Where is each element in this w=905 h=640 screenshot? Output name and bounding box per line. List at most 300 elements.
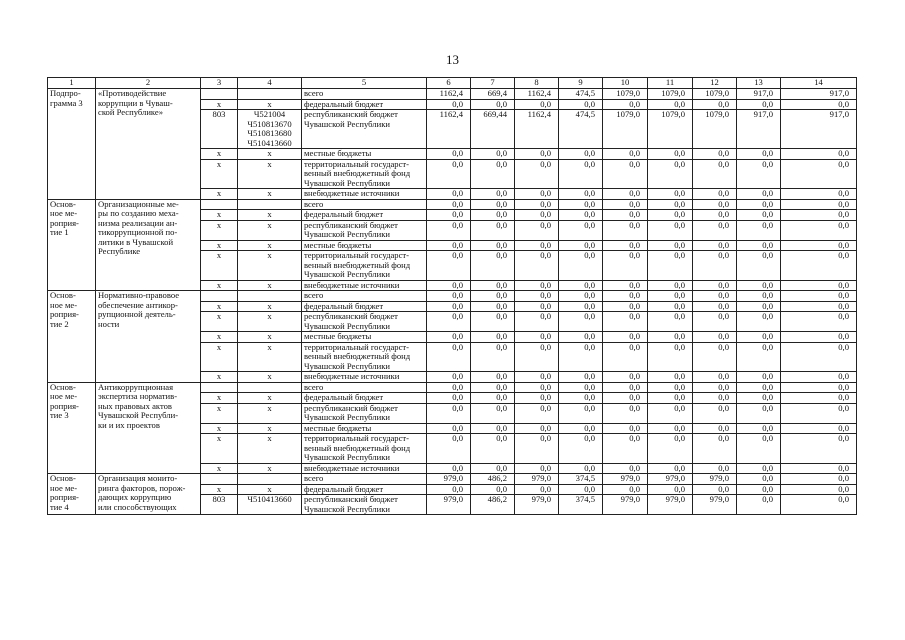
amount-cell-col-8: 0,0: [515, 240, 559, 251]
target-article-cell: [238, 495, 302, 515]
amount-cell-col-11: 0,0: [648, 463, 693, 474]
target-article-code: Ч510813680: [247, 128, 292, 138]
funding-source-cell: [302, 210, 427, 221]
target-article-code: x: [267, 148, 272, 158]
amount-cell-col-10: 0,0: [603, 484, 648, 495]
column-header-1: 1: [48, 78, 96, 89]
target-article-cell: [238, 220, 302, 240]
funding-source-cell: [302, 312, 427, 332]
measure-title-line: ринга факторов, порож-: [98, 482, 186, 493]
amount-cell-col-14: 0,0: [781, 484, 857, 495]
amount-cell-col-11: 0,0: [648, 312, 693, 332]
amount-cell-col-7: 0,0: [471, 372, 515, 383]
funding-source-cell: [302, 393, 427, 404]
amount-cell-col-12: 0,0: [693, 484, 737, 495]
amount-cell-col-11: 0,0: [648, 301, 693, 312]
funding-source-cell: [302, 434, 427, 464]
funding-source-line: внебюджетные источники: [304, 280, 400, 290]
amount-cell-col-10: 0,0: [603, 220, 648, 240]
amount-cell-col-11: 979,0: [648, 495, 693, 515]
target-article-cell: [238, 89, 302, 100]
amount-cell-col-13: 0,0: [737, 251, 781, 281]
amount-cell-col-7: 0,0: [471, 251, 515, 281]
amount-cell-col-6: 0,0: [427, 463, 471, 474]
funding-source-line: всего: [304, 88, 324, 98]
grbs-code-cell: x: [201, 301, 238, 312]
target-article-cell: [238, 149, 302, 160]
funding-source-cell: [302, 251, 427, 281]
measure-title-line: ности: [98, 318, 120, 329]
grbs-code-cell: x: [201, 342, 238, 372]
amount-cell-col-7: 0,0: [471, 403, 515, 423]
target-article-code: x: [267, 331, 272, 341]
funding-source-cell: [302, 291, 427, 302]
column-header-10: 10: [603, 78, 648, 89]
amount-cell-col-11: 0,0: [648, 423, 693, 434]
target-article-cell: [238, 474, 302, 485]
grbs-code-cell: [201, 382, 238, 393]
grbs-code-cell: x: [201, 220, 238, 240]
funding-source-cell: [302, 99, 427, 110]
target-article-code: x: [267, 371, 272, 381]
amount-cell-col-11: 1079,0: [648, 110, 693, 149]
amount-cell-col-8: 0,0: [515, 463, 559, 474]
amount-cell-col-8: 0,0: [515, 301, 559, 312]
funding-source-line: Чувашской Республики: [304, 118, 390, 129]
page-number: 13: [446, 52, 459, 67]
amount-cell-col-14: 0,0: [781, 423, 857, 434]
amount-cell-col-12: 0,0: [693, 463, 737, 474]
amount-cell-col-9: 374,5: [559, 474, 603, 485]
funding-source-line: всего: [304, 290, 324, 300]
amount-cell-col-13: 0,0: [737, 291, 781, 302]
amount-cell-col-14: 0,0: [781, 495, 857, 515]
measure-title-cell: [96, 474, 201, 515]
amount-cell-col-11: 0,0: [648, 199, 693, 210]
amount-cell-col-12: 0,0: [693, 210, 737, 221]
target-article-cell: [238, 403, 302, 423]
amount-cell-col-7: 0,0: [471, 220, 515, 240]
measure-title-line: ки и их проектов: [98, 419, 160, 430]
funding-source-cell: [302, 220, 427, 240]
funding-source-cell: [302, 89, 427, 100]
amount-cell-col-12: 0,0: [693, 301, 737, 312]
column-header-12: 12: [693, 78, 737, 89]
target-article-code: Ч521004: [253, 109, 286, 119]
grbs-code-cell: x: [201, 251, 238, 281]
amount-cell-col-13: 0,0: [737, 372, 781, 383]
amount-cell-col-6: 0,0: [427, 291, 471, 302]
grbs-code-cell: x: [201, 189, 238, 200]
target-article-cell: [238, 393, 302, 404]
column-header-14: 14: [781, 78, 857, 89]
funding-source-cell: [302, 149, 427, 160]
funding-source-line: республиканский бюджет: [304, 403, 398, 413]
amount-cell-col-12: 0,0: [693, 332, 737, 343]
amount-cell-col-7: 0,0: [471, 240, 515, 251]
amount-cell-col-13: 0,0: [737, 220, 781, 240]
target-article-cell: [238, 312, 302, 332]
amount-cell-col-8: 0,0: [515, 251, 559, 281]
column-header-11: 11: [648, 78, 693, 89]
amount-cell-col-14: 0,0: [781, 434, 857, 464]
amount-cell-col-14: 0,0: [781, 342, 857, 372]
amount-cell-col-10: 0,0: [603, 280, 648, 291]
target-article-cell: [238, 110, 302, 149]
amount-cell-col-7: 0,0: [471, 434, 515, 464]
funding-source-line: федеральный бюджет: [304, 99, 384, 109]
amount-cell-col-11: 0,0: [648, 382, 693, 393]
funding-source-line: всего: [304, 473, 324, 483]
amount-cell-col-10: 0,0: [603, 393, 648, 404]
amount-cell-col-6: 0,0: [427, 434, 471, 464]
funding-source-line: федеральный бюджет: [304, 392, 384, 402]
amount-cell-col-10: 0,0: [603, 382, 648, 393]
amount-cell-col-9: 474,5: [559, 110, 603, 149]
column-header-9: 9: [559, 78, 603, 89]
amount-cell-col-10: 0,0: [603, 291, 648, 302]
amount-cell-col-6: 0,0: [427, 149, 471, 160]
funding-source-line: венный внебюджетный фонд: [304, 351, 411, 361]
table-row: [48, 89, 857, 100]
amount-cell-col-7: 0,0: [471, 382, 515, 393]
amount-cell-col-7: 486,2: [471, 474, 515, 485]
amount-cell-col-7: 0,0: [471, 301, 515, 312]
amount-cell-col-14: 0,0: [781, 312, 857, 332]
amount-cell-col-10: 0,0: [603, 423, 648, 434]
measure-name-line: Основ-: [50, 199, 76, 209]
measure-name-cell: [48, 291, 96, 383]
amount-cell-col-14: 0,0: [781, 393, 857, 404]
target-article-cell: [238, 332, 302, 343]
amount-cell-col-14: 0,0: [781, 199, 857, 210]
grbs-code-cell: x: [201, 280, 238, 291]
measure-name-line: ное ме-: [50, 391, 78, 401]
funding-source-line: Чувашской Республики: [304, 412, 390, 422]
measure-title-line: обеспечение антикор-: [98, 299, 178, 310]
measure-name-line: грамма 3: [50, 97, 83, 108]
amount-cell-col-9: 0,0: [559, 403, 603, 423]
amount-cell-col-12: 979,0: [693, 474, 737, 485]
amount-cell-col-13: 0,0: [737, 149, 781, 160]
funding-source-cell: [302, 342, 427, 372]
funding-source-line: венный внебюджетный фонд: [304, 259, 411, 270]
funding-source-line: Чувашской Республики: [304, 360, 390, 371]
amount-cell-col-8: 0,0: [515, 291, 559, 302]
funding-source-line: территориальный государст-: [304, 342, 410, 352]
measure-title-cell: [96, 89, 201, 200]
amount-cell-col-8: 0,0: [515, 393, 559, 404]
table-row: [48, 291, 857, 302]
amount-cell-col-8: 0,0: [515, 210, 559, 221]
amount-cell-col-12: 0,0: [693, 403, 737, 423]
amount-cell-col-7: 0,0: [471, 312, 515, 332]
table-row: [48, 474, 857, 485]
amount-cell-col-6: 0,0: [427, 312, 471, 332]
amount-cell-col-6: 0,0: [427, 210, 471, 221]
target-article-code: x: [267, 433, 272, 443]
measure-name-line: тие 4: [50, 501, 69, 512]
target-article-code: Ч510413660: [247, 494, 292, 504]
amount-cell-col-13: 0,0: [737, 301, 781, 312]
target-article-code: Ч510813670: [247, 118, 292, 129]
funding-source-line: венный внебюджетный фонд: [304, 442, 411, 453]
budget-table: [47, 77, 857, 515]
amount-cell-col-9: 0,0: [559, 220, 603, 240]
amount-cell-col-7: 0,0: [471, 99, 515, 110]
amount-cell-col-12: 0,0: [693, 240, 737, 251]
measure-name-line: ное ме-: [50, 482, 78, 493]
measure-name-line: роприя-: [50, 217, 79, 228]
target-article-code: x: [267, 311, 272, 321]
amount-cell-col-10: 979,0: [603, 474, 648, 485]
amount-cell-col-9: 0,0: [559, 434, 603, 464]
amount-cell-col-6: 0,0: [427, 301, 471, 312]
amount-cell-col-9: 0,0: [559, 199, 603, 210]
amount-cell-col-12: 0,0: [693, 199, 737, 210]
column-header-5: 5: [302, 78, 427, 89]
target-article-code: x: [267, 484, 272, 494]
grbs-code-cell: [201, 291, 238, 302]
measure-title-line: экспертиза норматив-: [98, 391, 178, 401]
amount-cell-col-11: 0,0: [648, 149, 693, 160]
column-header-6: 6: [427, 78, 471, 89]
funding-source-line: местные бюджеты: [304, 423, 372, 433]
funding-source-line: внебюджетные источники: [304, 463, 400, 473]
grbs-code-cell: x: [201, 149, 238, 160]
target-article-code: x: [267, 240, 272, 250]
amount-cell-col-14: 0,0: [781, 403, 857, 423]
target-article-cell: [238, 240, 302, 251]
amount-cell-col-10: 0,0: [603, 372, 648, 383]
amount-cell-col-10: 0,0: [603, 434, 648, 464]
budget-table-body: [48, 78, 857, 515]
amount-cell-col-7: 0,0: [471, 484, 515, 495]
measure-name-line: ное ме-: [50, 208, 78, 218]
amount-cell-col-7: 0,0: [471, 210, 515, 221]
amount-cell-col-8: 0,0: [515, 159, 559, 189]
funding-source-line: республиканский бюджет: [304, 311, 398, 321]
measure-title-line: ской Республике»: [98, 107, 164, 117]
funding-source-line: Чувашской Республики: [304, 269, 390, 279]
amount-cell-col-12: 1079,0: [693, 89, 737, 100]
amount-cell-col-13: 0,0: [737, 199, 781, 210]
measure-title-line: рупционной деятель-: [98, 309, 176, 319]
funding-source-cell: [302, 189, 427, 200]
amount-cell-col-12: 0,0: [693, 382, 737, 393]
amount-cell-col-12: 0,0: [693, 220, 737, 240]
funding-source-cell: [302, 495, 427, 515]
amount-cell-col-8: 0,0: [515, 332, 559, 343]
amount-cell-col-7: 0,0: [471, 199, 515, 210]
funding-source-line: местные бюджеты: [304, 240, 372, 250]
funding-source-line: Чувашской Республики: [304, 320, 390, 331]
grbs-code-cell: [201, 89, 238, 100]
target-article-code: Ч510413660: [247, 137, 292, 148]
amount-cell-col-8: 0,0: [515, 280, 559, 291]
funding-source-line: местные бюджеты: [304, 148, 372, 158]
target-article-code: x: [267, 188, 272, 198]
amount-cell-col-13: 0,0: [737, 99, 781, 110]
grbs-code-cell: [201, 199, 238, 210]
funding-source-cell: [302, 240, 427, 251]
amount-cell-col-9: 0,0: [559, 99, 603, 110]
amount-cell-col-8: 979,0: [515, 495, 559, 515]
funding-source-line: Чувашской Республики: [304, 503, 390, 514]
measure-title-line: дающих коррупцию: [98, 492, 172, 502]
amount-cell-col-12: 0,0: [693, 393, 737, 404]
amount-cell-col-12: 0,0: [693, 280, 737, 291]
amount-cell-col-9: 0,0: [559, 393, 603, 404]
target-article-cell: [238, 280, 302, 291]
funding-source-line: территориальный государст-: [304, 433, 410, 443]
measure-name-line: Основ-: [50, 290, 76, 300]
grbs-code-cell: x: [201, 393, 238, 404]
funding-source-cell: [302, 423, 427, 434]
amount-cell-col-7: 0,0: [471, 332, 515, 343]
amount-cell-col-8: 0,0: [515, 199, 559, 210]
amount-cell-col-9: 0,0: [559, 210, 603, 221]
amount-cell-col-12: 0,0: [693, 251, 737, 281]
amount-cell-col-13: 0,0: [737, 403, 781, 423]
target-article-code: x: [267, 159, 272, 169]
measure-title-cell: [96, 291, 201, 383]
funding-source-cell: [302, 301, 427, 312]
grbs-code-cell: 803: [201, 110, 238, 149]
amount-cell-col-9: 0,0: [559, 240, 603, 251]
amount-cell-col-6: 0,0: [427, 393, 471, 404]
measure-name-line: роприя-: [50, 492, 79, 502]
target-article-cell: [238, 251, 302, 281]
measure-title-line: Республике: [98, 246, 141, 256]
amount-cell-col-7: 0,0: [471, 280, 515, 291]
amount-cell-col-8: 1162,4: [515, 110, 559, 149]
funding-source-line: внебюджетные источники: [304, 188, 400, 198]
amount-cell-col-8: 0,0: [515, 99, 559, 110]
amount-cell-col-13: 0,0: [737, 423, 781, 434]
amount-cell-col-7: 0,0: [471, 159, 515, 189]
amount-cell-col-11: 0,0: [648, 403, 693, 423]
amount-cell-col-6: 0,0: [427, 382, 471, 393]
grbs-code-cell: x: [201, 159, 238, 189]
grbs-code-cell: x: [201, 312, 238, 332]
amount-cell-col-12: 0,0: [693, 312, 737, 332]
measure-title-line: Чувашской Республи-: [98, 410, 179, 420]
amount-cell-col-14: 917,0: [781, 110, 857, 149]
amount-cell-col-7: 0,0: [471, 149, 515, 160]
amount-cell-col-10: 0,0: [603, 312, 648, 332]
amount-cell-col-11: 0,0: [648, 251, 693, 281]
amount-cell-col-7: 486,2: [471, 495, 515, 515]
amount-cell-col-11: 0,0: [648, 291, 693, 302]
target-article-cell: [238, 434, 302, 464]
funding-source-cell: [302, 159, 427, 189]
funding-source-line: Чувашской Республики: [304, 452, 390, 462]
target-article-code: x: [267, 220, 272, 230]
target-article-cell: [238, 463, 302, 474]
measure-title-line: ры по созданию меха-: [98, 208, 179, 218]
target-article-cell: [238, 210, 302, 221]
amount-cell-col-10: 0,0: [603, 210, 648, 221]
column-header-row: [48, 78, 857, 89]
measure-name-line: ное ме-: [50, 299, 78, 310]
amount-cell-col-12: 0,0: [693, 372, 737, 383]
amount-cell-col-6: 0,0: [427, 199, 471, 210]
amount-cell-col-14: 0,0: [781, 332, 857, 343]
amount-cell-col-8: 0,0: [515, 342, 559, 372]
funding-source-cell: [302, 110, 427, 149]
measure-title-line: «Противодействие: [98, 88, 167, 98]
target-article-cell: [238, 342, 302, 372]
amount-cell-col-6: 979,0: [427, 495, 471, 515]
measure-name-line: тие 3: [50, 410, 69, 420]
target-article-cell: [238, 301, 302, 312]
amount-cell-col-8: 0,0: [515, 220, 559, 240]
amount-cell-col-12: 0,0: [693, 149, 737, 160]
grbs-code-cell: x: [201, 484, 238, 495]
amount-cell-col-11: 979,0: [648, 474, 693, 485]
amount-cell-col-13: 917,0: [737, 110, 781, 149]
amount-cell-col-7: 0,0: [471, 342, 515, 372]
target-article-cell: [238, 199, 302, 210]
amount-cell-col-11: 0,0: [648, 189, 693, 200]
amount-cell-col-6: 0,0: [427, 189, 471, 200]
funding-source-cell: [302, 474, 427, 485]
amount-cell-col-13: 0,0: [737, 484, 781, 495]
target-article-cell: [238, 372, 302, 383]
amount-cell-col-14: 0,0: [781, 240, 857, 251]
amount-cell-col-9: 0,0: [559, 332, 603, 343]
amount-cell-col-10: 0,0: [603, 99, 648, 110]
amount-cell-col-10: 1079,0: [603, 110, 648, 149]
target-article-code: x: [267, 463, 272, 473]
target-article-code: x: [267, 403, 272, 413]
amount-cell-col-14: 0,0: [781, 189, 857, 200]
funding-source-line: всего: [304, 199, 324, 209]
measure-title-line: литики в Чувашской: [98, 236, 174, 247]
grbs-code-cell: 803: [201, 495, 238, 515]
measure-title-line: коррупции в Чуваш-: [98, 97, 173, 108]
column-header-13: 13: [737, 78, 781, 89]
amount-cell-col-11: 0,0: [648, 332, 693, 343]
measure-title-line: тикоррупционной по-: [98, 227, 178, 237]
funding-source-line: территориальный государст-: [304, 250, 410, 260]
measure-name-cell: [48, 199, 96, 291]
amount-cell-col-12: 0,0: [693, 291, 737, 302]
amount-cell-col-12: 0,0: [693, 423, 737, 434]
amount-cell-col-13: 0,0: [737, 342, 781, 372]
funding-source-cell: [302, 332, 427, 343]
funding-source-line: республиканский бюджет: [304, 220, 398, 230]
funding-source-line: внебюджетные источники: [304, 371, 400, 381]
amount-cell-col-9: 0,0: [559, 189, 603, 200]
amount-cell-col-7: 0,0: [471, 393, 515, 404]
amount-cell-col-14: 0,0: [781, 382, 857, 393]
amount-cell-col-14: 0,0: [781, 463, 857, 474]
grbs-code-cell: x: [201, 423, 238, 434]
target-article-code: x: [267, 301, 272, 311]
funding-source-line: федеральный бюджет: [304, 209, 384, 219]
amount-cell-col-14: 0,0: [781, 210, 857, 221]
amount-cell-col-13: 0,0: [737, 159, 781, 189]
amount-cell-col-13: 0,0: [737, 495, 781, 515]
target-article-code: x: [267, 250, 272, 260]
measure-name-line: тие 2: [50, 318, 69, 329]
column-header-4: 4: [238, 78, 302, 89]
amount-cell-col-14: 0,0: [781, 372, 857, 383]
amount-cell-col-13: 0,0: [737, 332, 781, 343]
target-article-code: x: [267, 99, 272, 109]
